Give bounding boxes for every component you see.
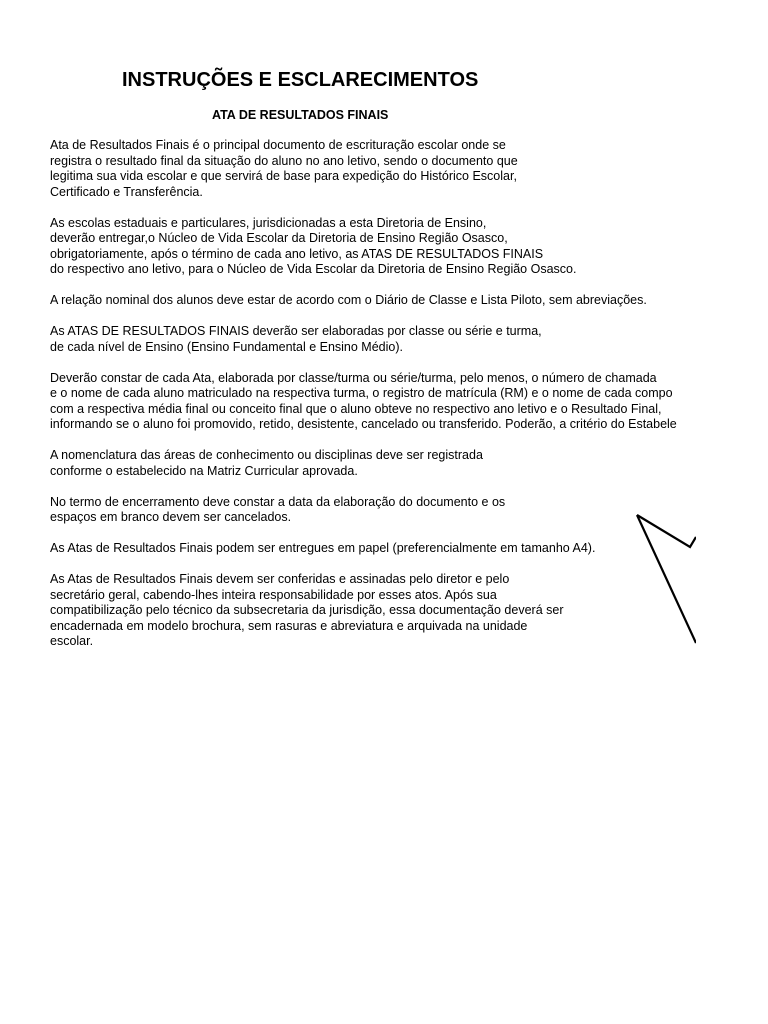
document-subtitle: ATA DE RESULTADOS FINAIS [212, 108, 389, 122]
paragraph [50, 293, 696, 309]
document-title: INSTRUÇÕES E ESCLARECIMENTOS [122, 69, 479, 91]
text-line: As Atas de Resultados Finais devem ser conferidas e assinadas pelo diretor e pelo [50, 572, 510, 586]
paragraph [50, 216, 696, 278]
pen-stroke-mark [630, 505, 696, 655]
text-line: espaços em branco devem ser cancelados. [50, 510, 292, 524]
text-line: do respectivo ano letivo, para o Núcleo de Vida Escolar da Diretoria de Ensino Região Osasco. [50, 262, 577, 276]
text-line: As escolas estaduais e particulares, jurisdicionadas a esta Diretoria de Ensino, [50, 215, 487, 230]
text-line: deverão entregar,o Núcleo de Vida Escolar da Diretoria de Ensino Região Osasco, [50, 231, 508, 245]
text-line: legitima sua vida escolar e que servirá de base para expedição do Histórico Escolar, [50, 169, 517, 183]
text-line: compatibilização pelo técnico da subsecretaria da jurisdição, essa documentação deverá ser [50, 603, 564, 617]
text-line: de cada nível de Ensino (Ensino Fundamental e Ensino Médio). [50, 339, 403, 354]
text-line: escolar. [50, 634, 94, 648]
paragraph [50, 448, 696, 479]
paragraph [50, 371, 696, 433]
text-line: A nomenclatura das áreas de conhecimento ou disciplinas deve ser registrada [50, 448, 483, 462]
paragraph [50, 495, 696, 526]
paragraph [50, 541, 696, 557]
text-line: obrigatoriamente, após o término de cada ano letivo, as ATAS DE RESULTADOS FINAIS [50, 246, 544, 261]
text-line: registra o resultado final da situação do aluno no ano letivo, sendo o documento que [50, 153, 518, 168]
text-line: Ata de Resultados Finais é o principal documento de escrituração escolar onde se [50, 138, 506, 152]
text-line: As ATAS DE RESULTADOS FINAIS deverão ser elaboradas por classe ou série e turma, [50, 324, 542, 338]
document-body [50, 138, 696, 665]
text-line: e o nome de cada aluno matriculado na respectiva turma, o registro de matrícula (RM) e o nome de cada compo [50, 386, 673, 400]
paragraph [50, 324, 696, 355]
text-line: encadernada em modelo brochura, sem rasuras e abreviatura e arquivada na unidade [50, 618, 528, 633]
text-line: Deverão constar de cada Ata, elaborada por classe/turma ou série/turma, pelo menos, o número de chamada [50, 370, 657, 385]
text-line: A relação nominal dos alunos deve estar de acordo com o Diário de Classe e Lista Piloto, sem abreviações. [50, 293, 647, 307]
paragraph [50, 572, 696, 650]
paragraph [50, 138, 696, 200]
text-line: secretário geral, cabendo-lhes inteira responsabilidade por esses atos. Após sua [50, 587, 497, 602]
text-line: No termo de encerramento deve constar a data da elaboração do documento e os [50, 494, 506, 509]
text-line: informando se o aluno foi promovido, retido, desistente, cancelado ou transferido. Poderão, a critério do Estabele [50, 417, 677, 431]
text-line: As Atas de Resultados Finais podem ser entregues em papel (preferencialmente em tamanho A4). [50, 541, 596, 555]
text-line: conforme o estabelecido na Matriz Curricular aprovada. [50, 463, 358, 478]
text-line: Certificado e Transferência. [50, 184, 203, 199]
text-line: com a respectiva média final ou conceito final que o aluno obteve no respectivo ano letivo e o Resultado Final, [50, 401, 662, 416]
